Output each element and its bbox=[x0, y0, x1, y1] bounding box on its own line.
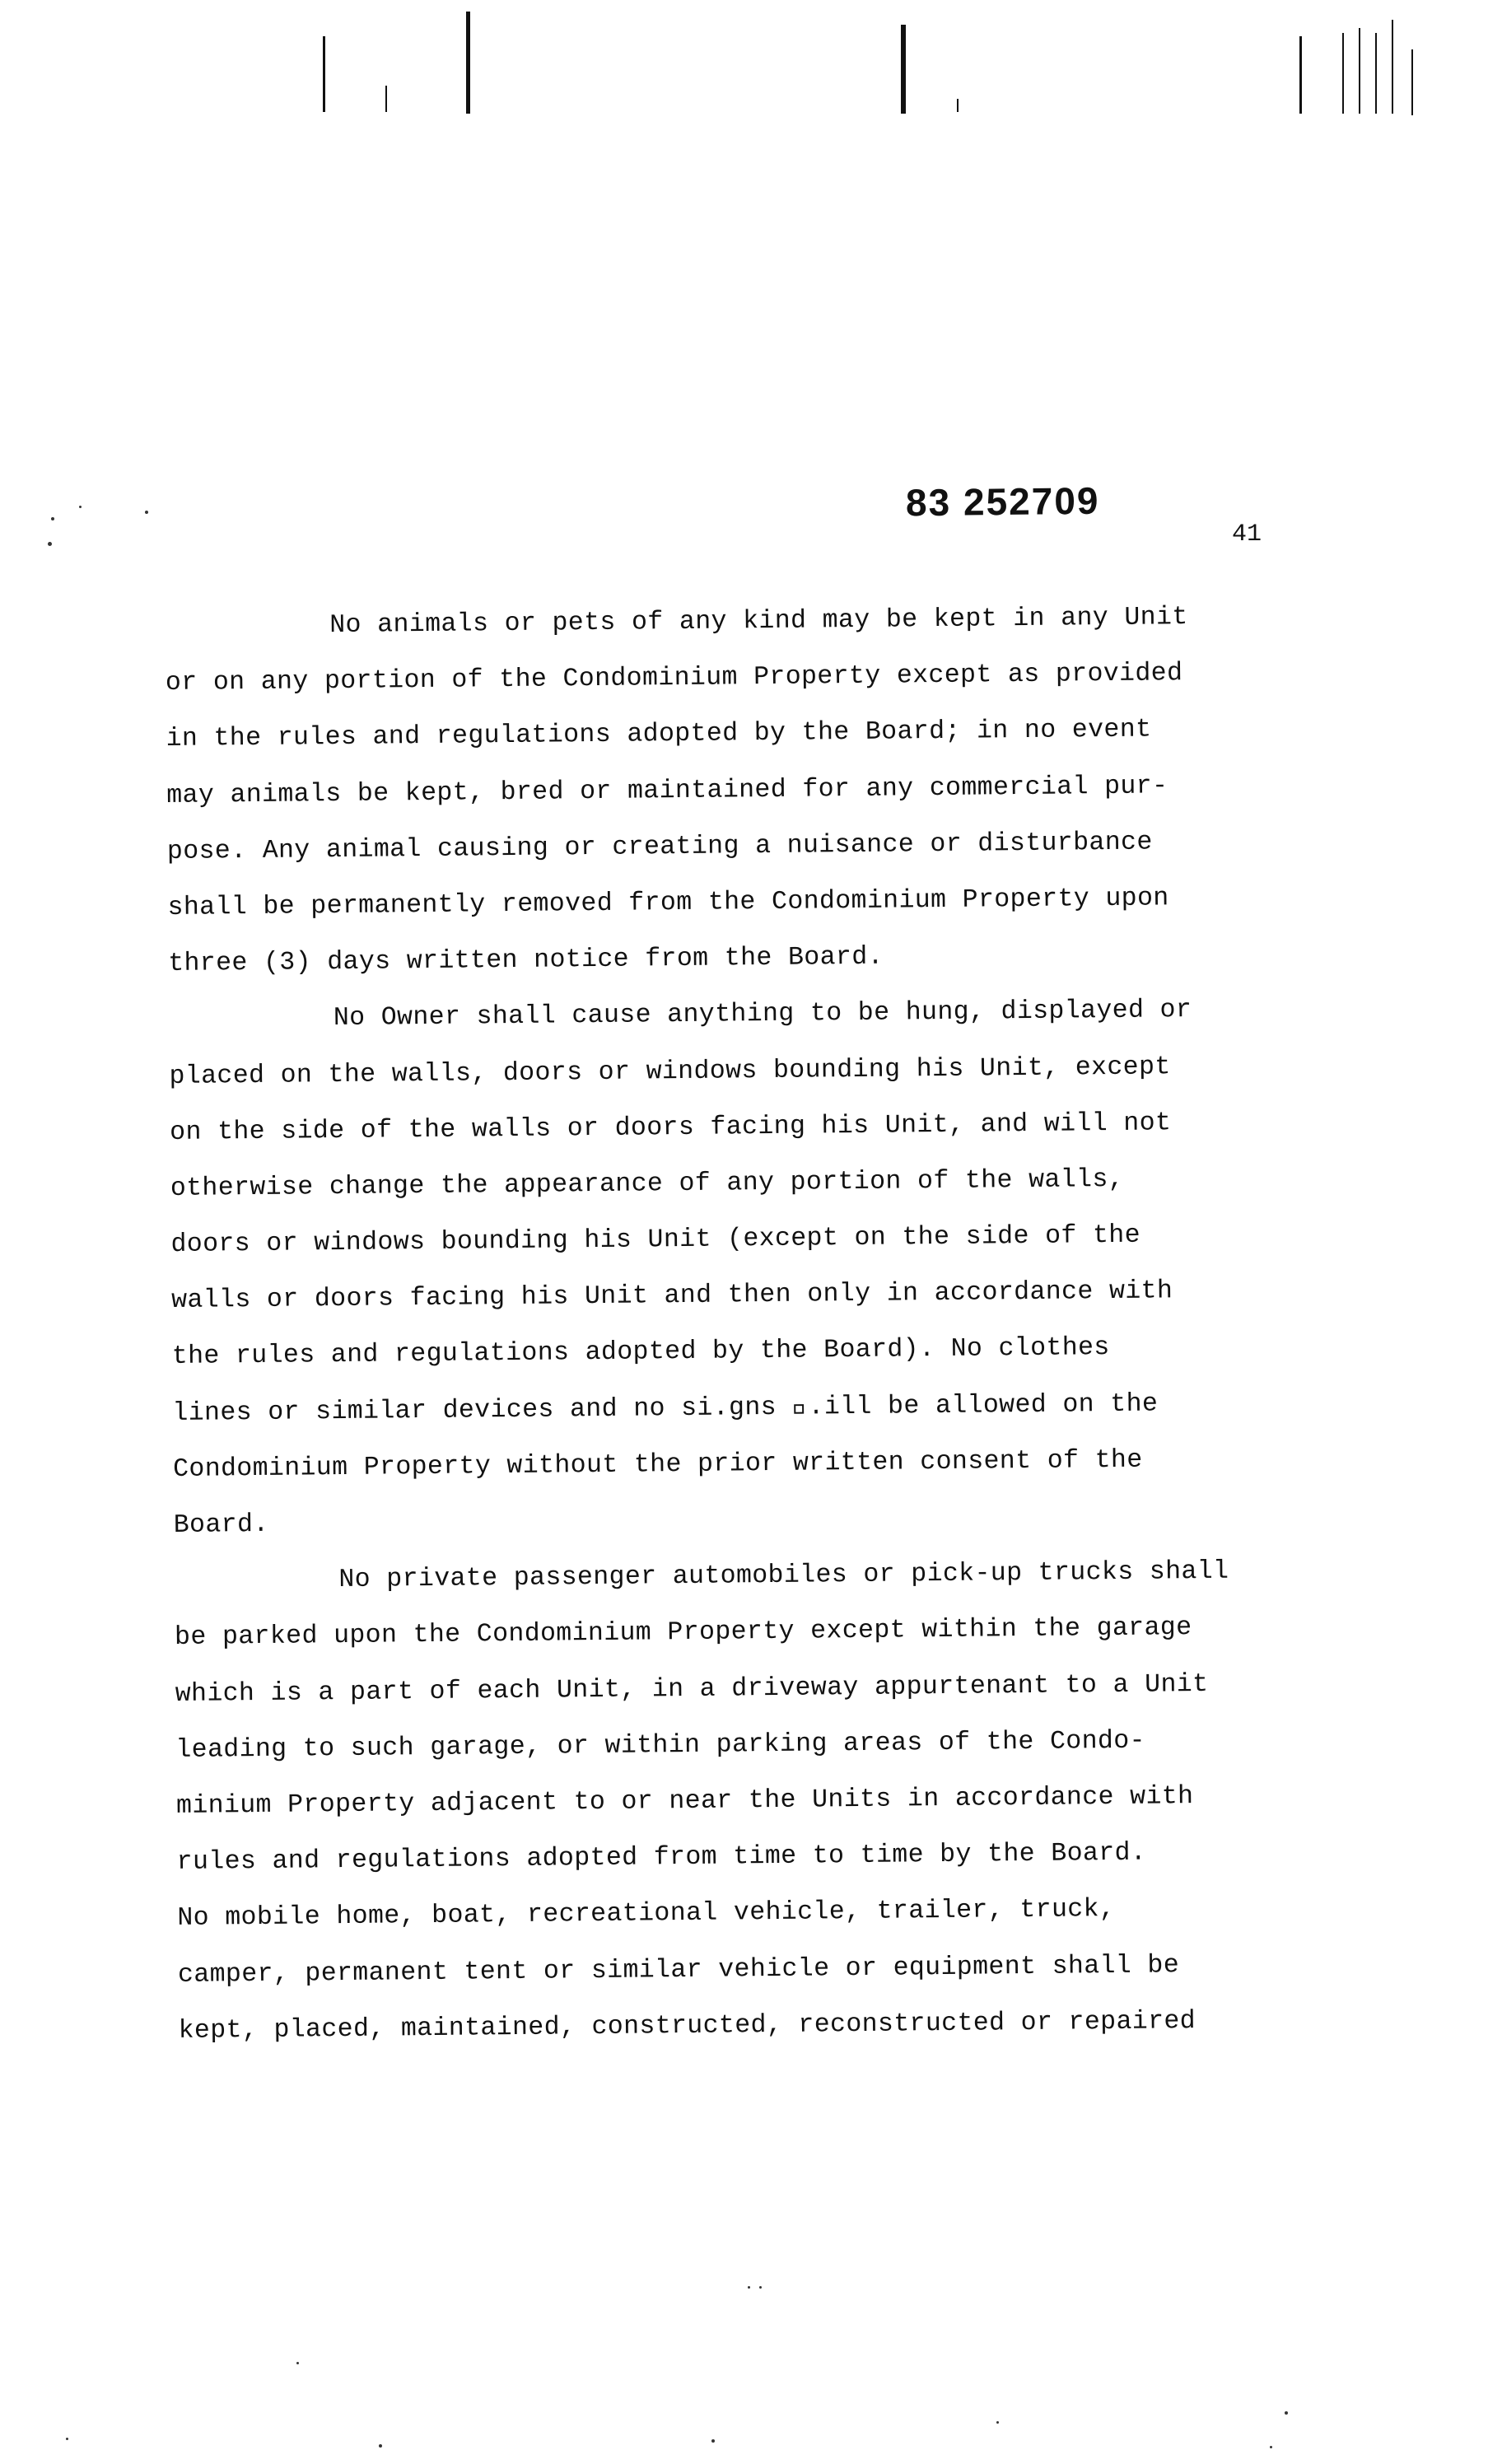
text-line: No private passenger automobiles or pick-up trucks shall bbox=[338, 1556, 1229, 1595]
text-line: Board. bbox=[173, 1510, 269, 1540]
text-line: lines or similar devices and no si.gns  .ill be allowed on the bbox=[172, 1389, 1159, 1428]
text-line: leading to such garage, or within parking areas of the Condo- bbox=[175, 1726, 1146, 1765]
body-text bbox=[165, 588, 1389, 2060]
text-line: or on any portion of the Condominium Property except as provided bbox=[165, 659, 1183, 698]
text-line: camper, permanent tent or similar vehicle or equipment shall be bbox=[177, 1950, 1180, 1990]
scan-registration-marks bbox=[0, 0, 1502, 132]
text-line: No Owner shall cause anything to be hung, displayed or bbox=[333, 996, 1192, 1034]
page-number: 41 bbox=[1232, 520, 1262, 548]
text-line: the rules and regulations adopted by the Board). No clothes bbox=[171, 1333, 1110, 1372]
text-line: may animals be kept, bred or maintained for any commercial pur- bbox=[166, 771, 1168, 810]
text-line: on the side of the walls or doors facing his Unit, and will not bbox=[170, 1108, 1172, 1147]
text-line: kept, placed, maintained, constructed, reconstructed or repaired bbox=[178, 2006, 1196, 2046]
text-line: pose. Any animal causing or creating a nuisance or disturbance bbox=[166, 828, 1153, 866]
text-line: minium Property adjacent to or near the Units in accordance with bbox=[175, 1782, 1194, 1821]
text-line: be parked upon the Condominium Property except within the garage bbox=[174, 1613, 1192, 1653]
text-line: placed on the walls, doors or windows bounding his Unit, except bbox=[169, 1052, 1171, 1091]
text-line: doors or windows bounding his Unit (except on the side of the bbox=[170, 1220, 1141, 1260]
text-line: otherwise change the appearance of any portion of the walls, bbox=[170, 1164, 1125, 1203]
text-line: Condominium Property without the prior written consent of the bbox=[172, 1445, 1143, 1484]
text-line: No animals or pets of any kind may be kept in any Unit bbox=[329, 603, 1188, 641]
text-line: rules and regulations adopted from time to time by the Board. bbox=[176, 1838, 1147, 1878]
text-line: which is a part of each Unit, in a driveway appurtenant to a Unit bbox=[175, 1669, 1209, 1709]
text-line: three (3) days written notice from the Board. bbox=[168, 942, 884, 979]
text-line: in the rules and regulations adopted by the Board; in no event bbox=[166, 715, 1152, 754]
recording-number: 83 252709 bbox=[905, 478, 1100, 525]
text-line: No mobile home, boat, recreational vehicle, trailer, truck, bbox=[177, 1895, 1116, 1934]
text-line: walls or doors facing his Unit and then only in accordance with bbox=[171, 1276, 1173, 1316]
text-line: shall be permanently removed from the Condominium Property upon bbox=[167, 884, 1169, 922]
